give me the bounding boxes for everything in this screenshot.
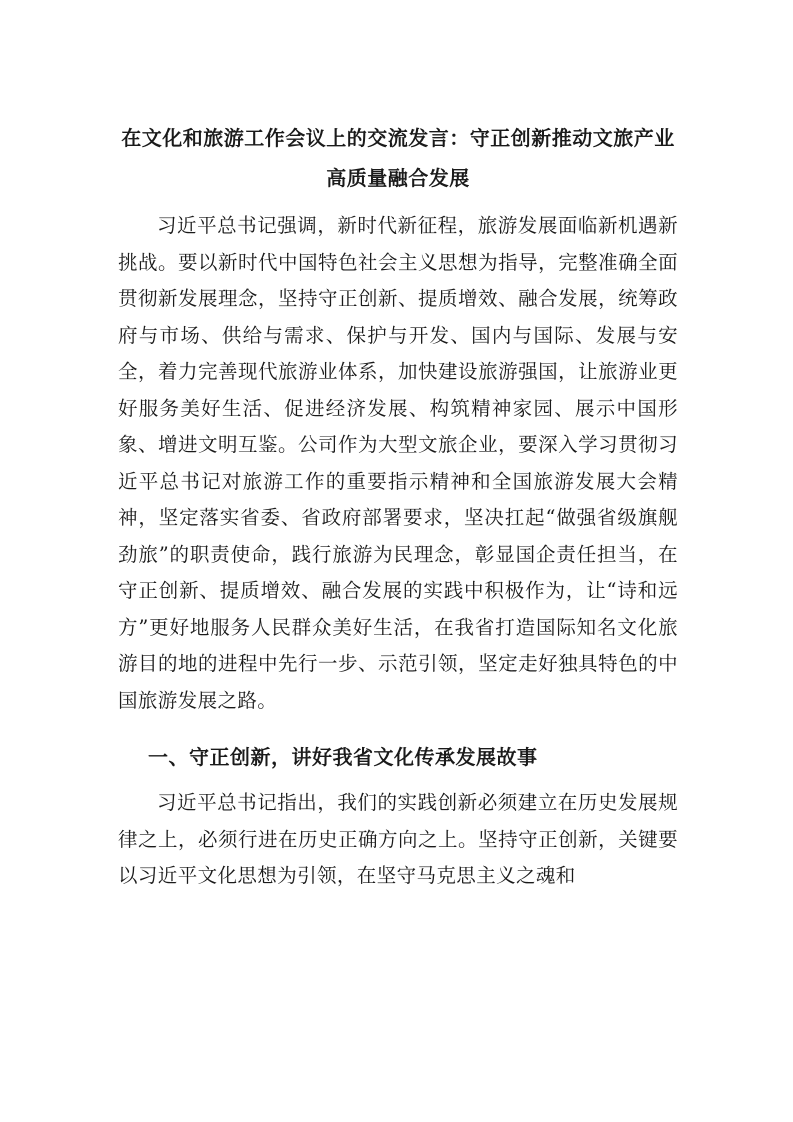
intro-paragraph: 习近平总书记强调，新时代新征程，旅游发展面临新机遇新挑战。要以新时代中国特色社会主义思想为指导，完整准确全面贯彻新发展理念，坚持守正创新、提质增效、融合发展，统筹政府与市场、供给与需求、保护与开发、国内与国际、发展与安全，着力完善现代旅游业体系，加快建设旅游强国，让旅游业更好服务美好生活、促进经济发展、构筑精神家园、展示中国形象、增进文明互鉴。公司作为大型文旅企业，要深入学习贯彻习近平总书记对旅游工作的重要指示精神和全国旅游发展大会精神，坚定落实省委、省政府部署要求，坚决扛起“做强省级旗舰劲旅”的职责使命，践行旅游为民理念，彰显国企责任担当，在守正创新、提质增效、融合发展的实践中积极作为，让“诗和远方”更好地服务人民群众美好生活，在我省打造国际知名文化旅游目的地的进程中先行一步、示范引领，坚定走好独具特色的中国旅游发展之路。 <box>118 214 678 712</box>
document-title: 在文化和旅游工作会议上的交流发言：守正创新推动文旅产业高质量融合发展 <box>121 126 675 190</box>
section-1-paragraph: 习近平总书记指出，我们的实践创新必须建立在历史发展规律之上，必须行进在历史正确方向之上。坚持守正创新，关键要以习近平文化思想为引领，在坚守马克思主义之魂和 <box>118 791 678 887</box>
section-1-heading: 一、守正创新，讲好我省文化传承发展故事 <box>148 745 538 769</box>
document-page <box>118 118 678 895</box>
